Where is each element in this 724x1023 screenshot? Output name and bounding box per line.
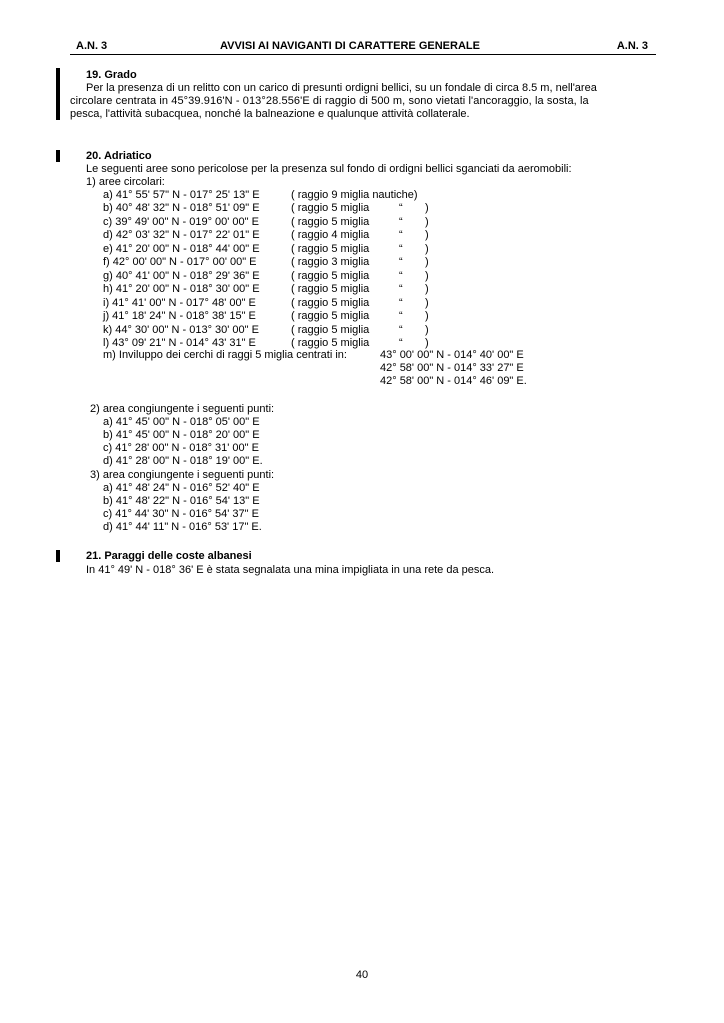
section-21-title: 21. Paraggi delle coste albanesi [86, 550, 252, 562]
circle-radius: ( raggio 9 miglia nautiche) [291, 189, 418, 201]
close-paren: ) [425, 202, 429, 214]
circle-position: b) 40° 48' 32" N - 018° 51' 09" E [103, 202, 260, 214]
close-paren: ) [425, 297, 429, 309]
ditto-mark: “ [399, 256, 403, 268]
close-paren: ) [425, 310, 429, 322]
section-19-line-2: circolare centrata in 45°39.916'N - 013°28.556'E di raggio di 500 m, sono vietati l'ancoraggio, la sosta, la [70, 95, 589, 107]
circle-position: k) 44° 30' 00" N - 013° 30' 00" E [103, 324, 259, 336]
area-3-point: b) 41° 48' 22" N - 016° 54' 13" E [103, 495, 260, 507]
circle-radius: ( raggio 5 miglia [291, 337, 370, 349]
ditto-mark: “ [399, 283, 403, 295]
m-point-1: 43° 00' 00" N - 014° 40' 00" E [380, 349, 524, 361]
change-bar-19 [56, 68, 60, 120]
close-paren: ) [425, 283, 429, 295]
circle-radius: ( raggio 5 miglia [291, 297, 370, 309]
ditto-mark: “ [399, 310, 403, 322]
change-bar-20 [56, 150, 60, 162]
circle-radius: ( raggio 5 miglia [291, 243, 370, 255]
section-19-line-1: Per la presenza di un relitto con un carico di presunti ordigni bellici, su un fondale di circa 8.5 m, nell'area [86, 82, 597, 94]
area-2-point: a) 41° 45' 00" N - 018° 05' 00" E [103, 416, 260, 428]
circle-radius: ( raggio 3 miglia [291, 256, 370, 268]
section-20-intro: Le seguenti aree sono pericolose per la presenza sul fondo di ordigni bellici sganciati da aeromobili: [86, 163, 572, 175]
header-left: A.N. 3 [76, 40, 108, 52]
close-paren: ) [425, 256, 429, 268]
section-19-title: 19. Grado [86, 69, 137, 81]
circle-position: d) 42° 03' 32" N - 017° 22' 01" E [103, 229, 260, 241]
circle-position: l) 43° 09' 21" N - 014° 43' 31" E [103, 337, 256, 349]
area-3-point: d) 41° 44' 11" N - 016° 53' 17" E. [103, 521, 262, 533]
ditto-mark: “ [399, 229, 403, 241]
circle-position: e) 41° 20' 00" N - 018° 44' 00" E [103, 243, 260, 255]
area-1-label: 1) aree circolari: [86, 176, 165, 188]
circle-radius: ( raggio 5 miglia [291, 202, 370, 214]
section-21-text: In 41° 49' N - 018° 36' E è stata segnalata una mina impigliata in una rete da pesca. [86, 564, 495, 576]
close-paren: ) [425, 337, 429, 349]
circle-radius: ( raggio 5 miglia [291, 283, 370, 295]
circle-radius: ( raggio 5 miglia [291, 270, 370, 282]
circle-position: a) 41° 55' 57" N - 017° 25' 13" E [103, 189, 260, 201]
page-header [70, 40, 656, 55]
circle-radius: ( raggio 4 miglia [291, 229, 370, 241]
page-number: 40 [355, 969, 369, 981]
close-paren: ) [425, 243, 429, 255]
area-2-point: d) 41° 28' 00" N - 018° 19' 00" E. [103, 455, 263, 467]
change-bar-21 [56, 550, 60, 562]
close-paren: ) [425, 229, 429, 241]
area-3-point: c) 41° 44' 30" N - 016° 54' 37" E [103, 508, 259, 520]
ditto-mark: “ [399, 243, 403, 255]
m-point-3: 42° 58' 00" N - 014° 46' 09" E. [380, 375, 527, 387]
circle-position: f) 42° 00' 00" N - 017° 00' 00" E [103, 256, 257, 268]
ditto-mark: “ [399, 202, 403, 214]
section-20-title: 20. Adriatico [86, 150, 152, 162]
area-2-label: 2) area congiungente i seguenti punti: [90, 403, 275, 415]
circle-radius: ( raggio 5 miglia [291, 216, 370, 228]
circle-position: c) 39° 49' 00" N - 019° 00' 00" E [103, 216, 259, 228]
circle-position: i) 41° 41' 00" N - 017° 48' 00" E [103, 297, 256, 309]
area-3-label: 3) area congiungente i seguenti punti: [90, 469, 275, 481]
circle-radius: ( raggio 5 miglia [291, 324, 370, 336]
close-paren: ) [425, 324, 429, 336]
circle-position: g) 40° 41' 00" N - 018° 29' 36" E [103, 270, 260, 282]
area-3-point: a) 41° 48' 24" N - 016° 52' 40" E [103, 482, 260, 494]
area-2-point: c) 41° 28' 00" N - 018° 31' 00" E [103, 442, 259, 454]
header-right: A.N. 3 [616, 40, 648, 52]
ditto-mark: “ [399, 337, 403, 349]
ditto-mark: “ [399, 216, 403, 228]
ditto-mark: “ [399, 270, 403, 282]
header-title: AVVISI AI NAVIGANTI DI CARATTERE GENERALE [220, 40, 480, 52]
m-point-2: 42° 58' 00" N - 014° 33' 27" E [380, 362, 524, 374]
ditto-mark: “ [399, 297, 403, 309]
circle-position: h) 41° 20' 00" N - 018° 30' 00" E [103, 283, 260, 295]
circle-radius: ( raggio 5 miglia [291, 310, 370, 322]
m-label: m) Inviluppo dei cerchi di raggi 5 miglia centrati in: [103, 349, 347, 361]
close-paren: ) [425, 270, 429, 282]
close-paren: ) [425, 216, 429, 228]
ditto-mark: “ [399, 324, 403, 336]
circle-position: j) 41° 18' 24" N - 018° 38' 15" E [103, 310, 256, 322]
section-19-line-3: pesca, l'attività subacquea, nonché la balneazione e qualunque attività collaterale. [70, 108, 470, 120]
area-2-point: b) 41° 45' 00" N - 018° 20' 00" E [103, 429, 260, 441]
